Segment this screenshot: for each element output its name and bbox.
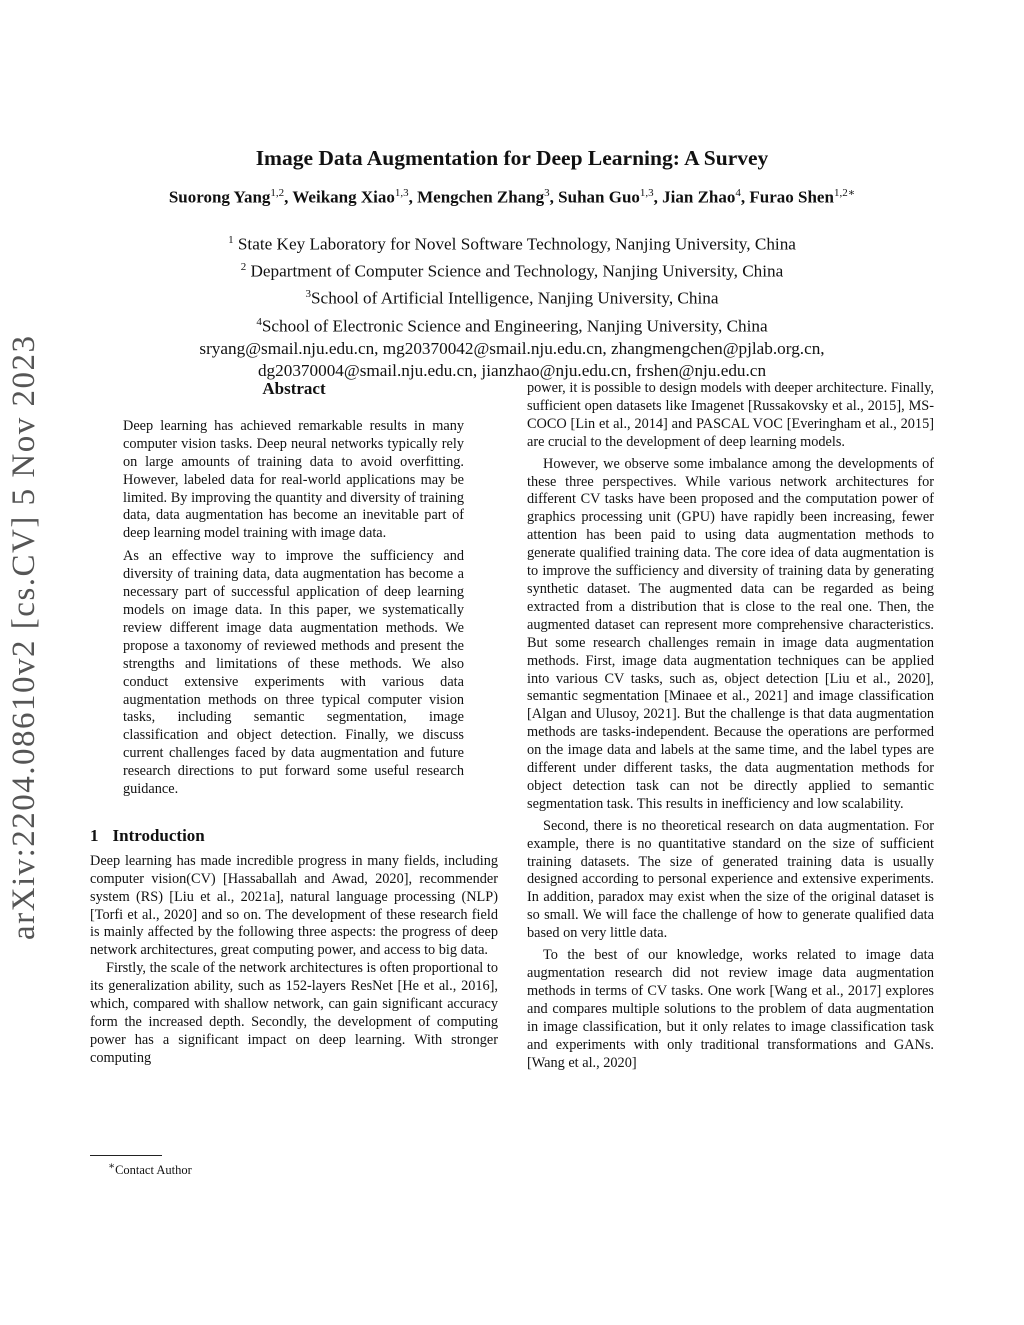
author-name: Mengchen Zhang — [417, 187, 545, 207]
left-column — [90, 380, 498, 1068]
email-line: dg20370004@smail.nju.edu.cn, jianzhao@nju.edu.cn, frshen@nju.edu.cn — [257, 361, 767, 381]
body-paragraph: Firstly, the scale of the network architectures is often proportional to its generalization ability, such as 152-layers ResNet [He et al., 2016], which, compared with shallow network, can gain significant accuracy form the increased depth. Secondly, the development of computing power has a significant impact on deep learning. With stronger computing — [90, 960, 498, 1066]
email-line: sryang@smail.nju.edu.cn, mg20370042@smail.nju.edu.cn, zhangmengchen@pjlab.org.cn, — [199, 338, 825, 358]
body-paragraph: To the best of our knowledge, works related to image data augmentation research did not review image data augmentation methods in terms of CV tasks. One work [Wang et al., 2017] explores and compares multiple solutions to the problem of data augmentation in image classification, but it only relates to image classification task and experiments with only traditional transformations and GANs. [Wang et al., 2020] — [527, 947, 934, 1071]
body-paragraph: power, it is possible to design models with deeper architecture. Finally, sufficient open datasets like Imagenet [Russakovsky et al., 2015], MS-COCO [Lin et al., 2014] and PASCAL VOC [Everingham et al., 2015] are crucial to the development of deep learning models. — [527, 380, 934, 450]
author-affil-mark: 1,2 — [270, 187, 285, 199]
body-paragraph: Second, there is no theoretical research on data augmentation. For example, there is no quantitative standard on the size of sufficient training datasets. The size of generated training data is usually designed according to personal experience and extensive experiments. In addition, paradox may exist when the size of the original dataset is so small. We will face the challenge of how to generate qualified data based on very little data. — [527, 817, 934, 942]
author-name: Weikang Xiao — [292, 187, 395, 207]
author-name: Suhan Guo — [558, 187, 640, 207]
arxiv-identifier: arXiv:2204.08610v2 [cs.CV] 5 Nov 2023 — [6, 334, 42, 940]
section-number: 1 — [90, 825, 99, 845]
abstract-body — [90, 418, 498, 799]
footnote-mark: ∗ — [108, 1161, 116, 1172]
paper-title: Image Data Augmentation for Deep Learning: A Survey — [255, 146, 769, 170]
affiliation-line: $^2$ Department of Computer Science and Technology, Nanjing University, China — [240, 261, 784, 281]
affiliation-line: $^4$School of Electronic Science and Engineering, Nanjing University, China — [256, 315, 768, 336]
right-column — [527, 380, 934, 1072]
author-list: Suorong Yang$^{1,2}$, Weikang Xiao$^{1,3}$, Mengchen Zhang$^3$, Suhan Guo$^{1,3}$, Jian Zhao$^4$, Furao Shen$^{1,2∗}$ — [168, 187, 856, 207]
section-title: Introduction — [112, 825, 205, 845]
author-name: Furao Shen — [749, 187, 834, 207]
author-name: Suorong Yang — [168, 187, 271, 207]
author-affil-mark: 3 — [544, 187, 550, 199]
section-heading-introduction — [90, 827, 498, 845]
footnote-rule — [90, 1155, 162, 1156]
affiliation-line: $^3$School of Artificial Intelligence, Nanjing University, China — [305, 288, 719, 309]
author-affil-mark: 1,2∗ — [833, 187, 856, 199]
affiliation-line: $^1$ State Key Laboratory for Novel Software Technology, Nanjing University, China — [228, 234, 796, 254]
author-name: Jian Zhao — [662, 187, 736, 207]
abstract-paragraph: As an effective way to improve the sufficiency and diversity of training data, data augmentation has become a necessary part of successful application of deep learning models on image data. In this paper, we systematically review different image data augmentation methods. We propose a taxonomy of reviewed methods and present the strengths and limitations of these methods. We also conduct extensive experiments with various data augmentation methods on three typical computer vision tasks, including semantic segmentation, image classification and object detection. Finally, we discuss current challenges faced by data augmentation and future research directions to put forward some useful research guidance. — [123, 548, 464, 798]
author-affil-mark: 1,3 — [639, 187, 654, 199]
abstract-heading: Abstract — [262, 379, 326, 398]
author-affil-mark: 1,3 — [394, 187, 409, 199]
author-affil-mark: 4 — [735, 187, 741, 199]
body-paragraph: Deep learning has made incredible progress in many fields, including computer vision(CV) [Hassaballah and Awad, 2020], recommender system (RS) [Liu et al., 2021a], natural language processing (NLP) [Torfi et al., 2020] and so on. The development of these research field is mainly affected by the following three aspects: the progress of deep network architectures, great computing power, and access to big data. — [90, 852, 498, 959]
footnote — [108, 1160, 192, 1178]
affiliation-list — [100, 229, 924, 383]
body-paragraph: However, we observe some imbalance among the developments of these three perspectives. While various network architectures for different CV tasks have been proposed and the computation power of graphics processing unit (GPU) have rapidly been increasing, fewer attention has been paid to using data augmentation methods to generate qualified training data. The core idea of data augmentation is to improve the sufficiency and diversity of training data by generating synthetic dataset. The augmented data can be regarded as being extracted from a distribution that is close to the real one. Then, the augmented dataset can represent more comprehensive characteristics. But some research challenges remain in image data augmentation methods. First, image data augmentation techniques can be applied into various CV tasks, such as, object detection [Liu et al., 2020], semantic segmentation [Minaee et al., 2021] and image classification [Algan and Ulusoy, 2021]. But the challenge is that data augmentation methods are tasks-independent. Because the operations are performed on the image data and labels at the same time, and the label types are different under different tasks, the data augmentation methods for object detection task can not be directly applied to semantic segmentation task. This results in inefficiency and low scalability. — [527, 455, 934, 812]
introduction-body — [90, 853, 498, 1068]
footnote-text: Contact Author — [115, 1163, 192, 1178]
abstract-paragraph: Deep learning has achieved remarkable results in many computer vision tasks. Deep neural networks typically rely on large amounts of training data to avoid overfitting. However, labeled data for real-world applications may be limited. By improving the quantity and diversity of training data, data augmentation has become an inevitable part of deep learning model training with image data. — [123, 417, 464, 542]
